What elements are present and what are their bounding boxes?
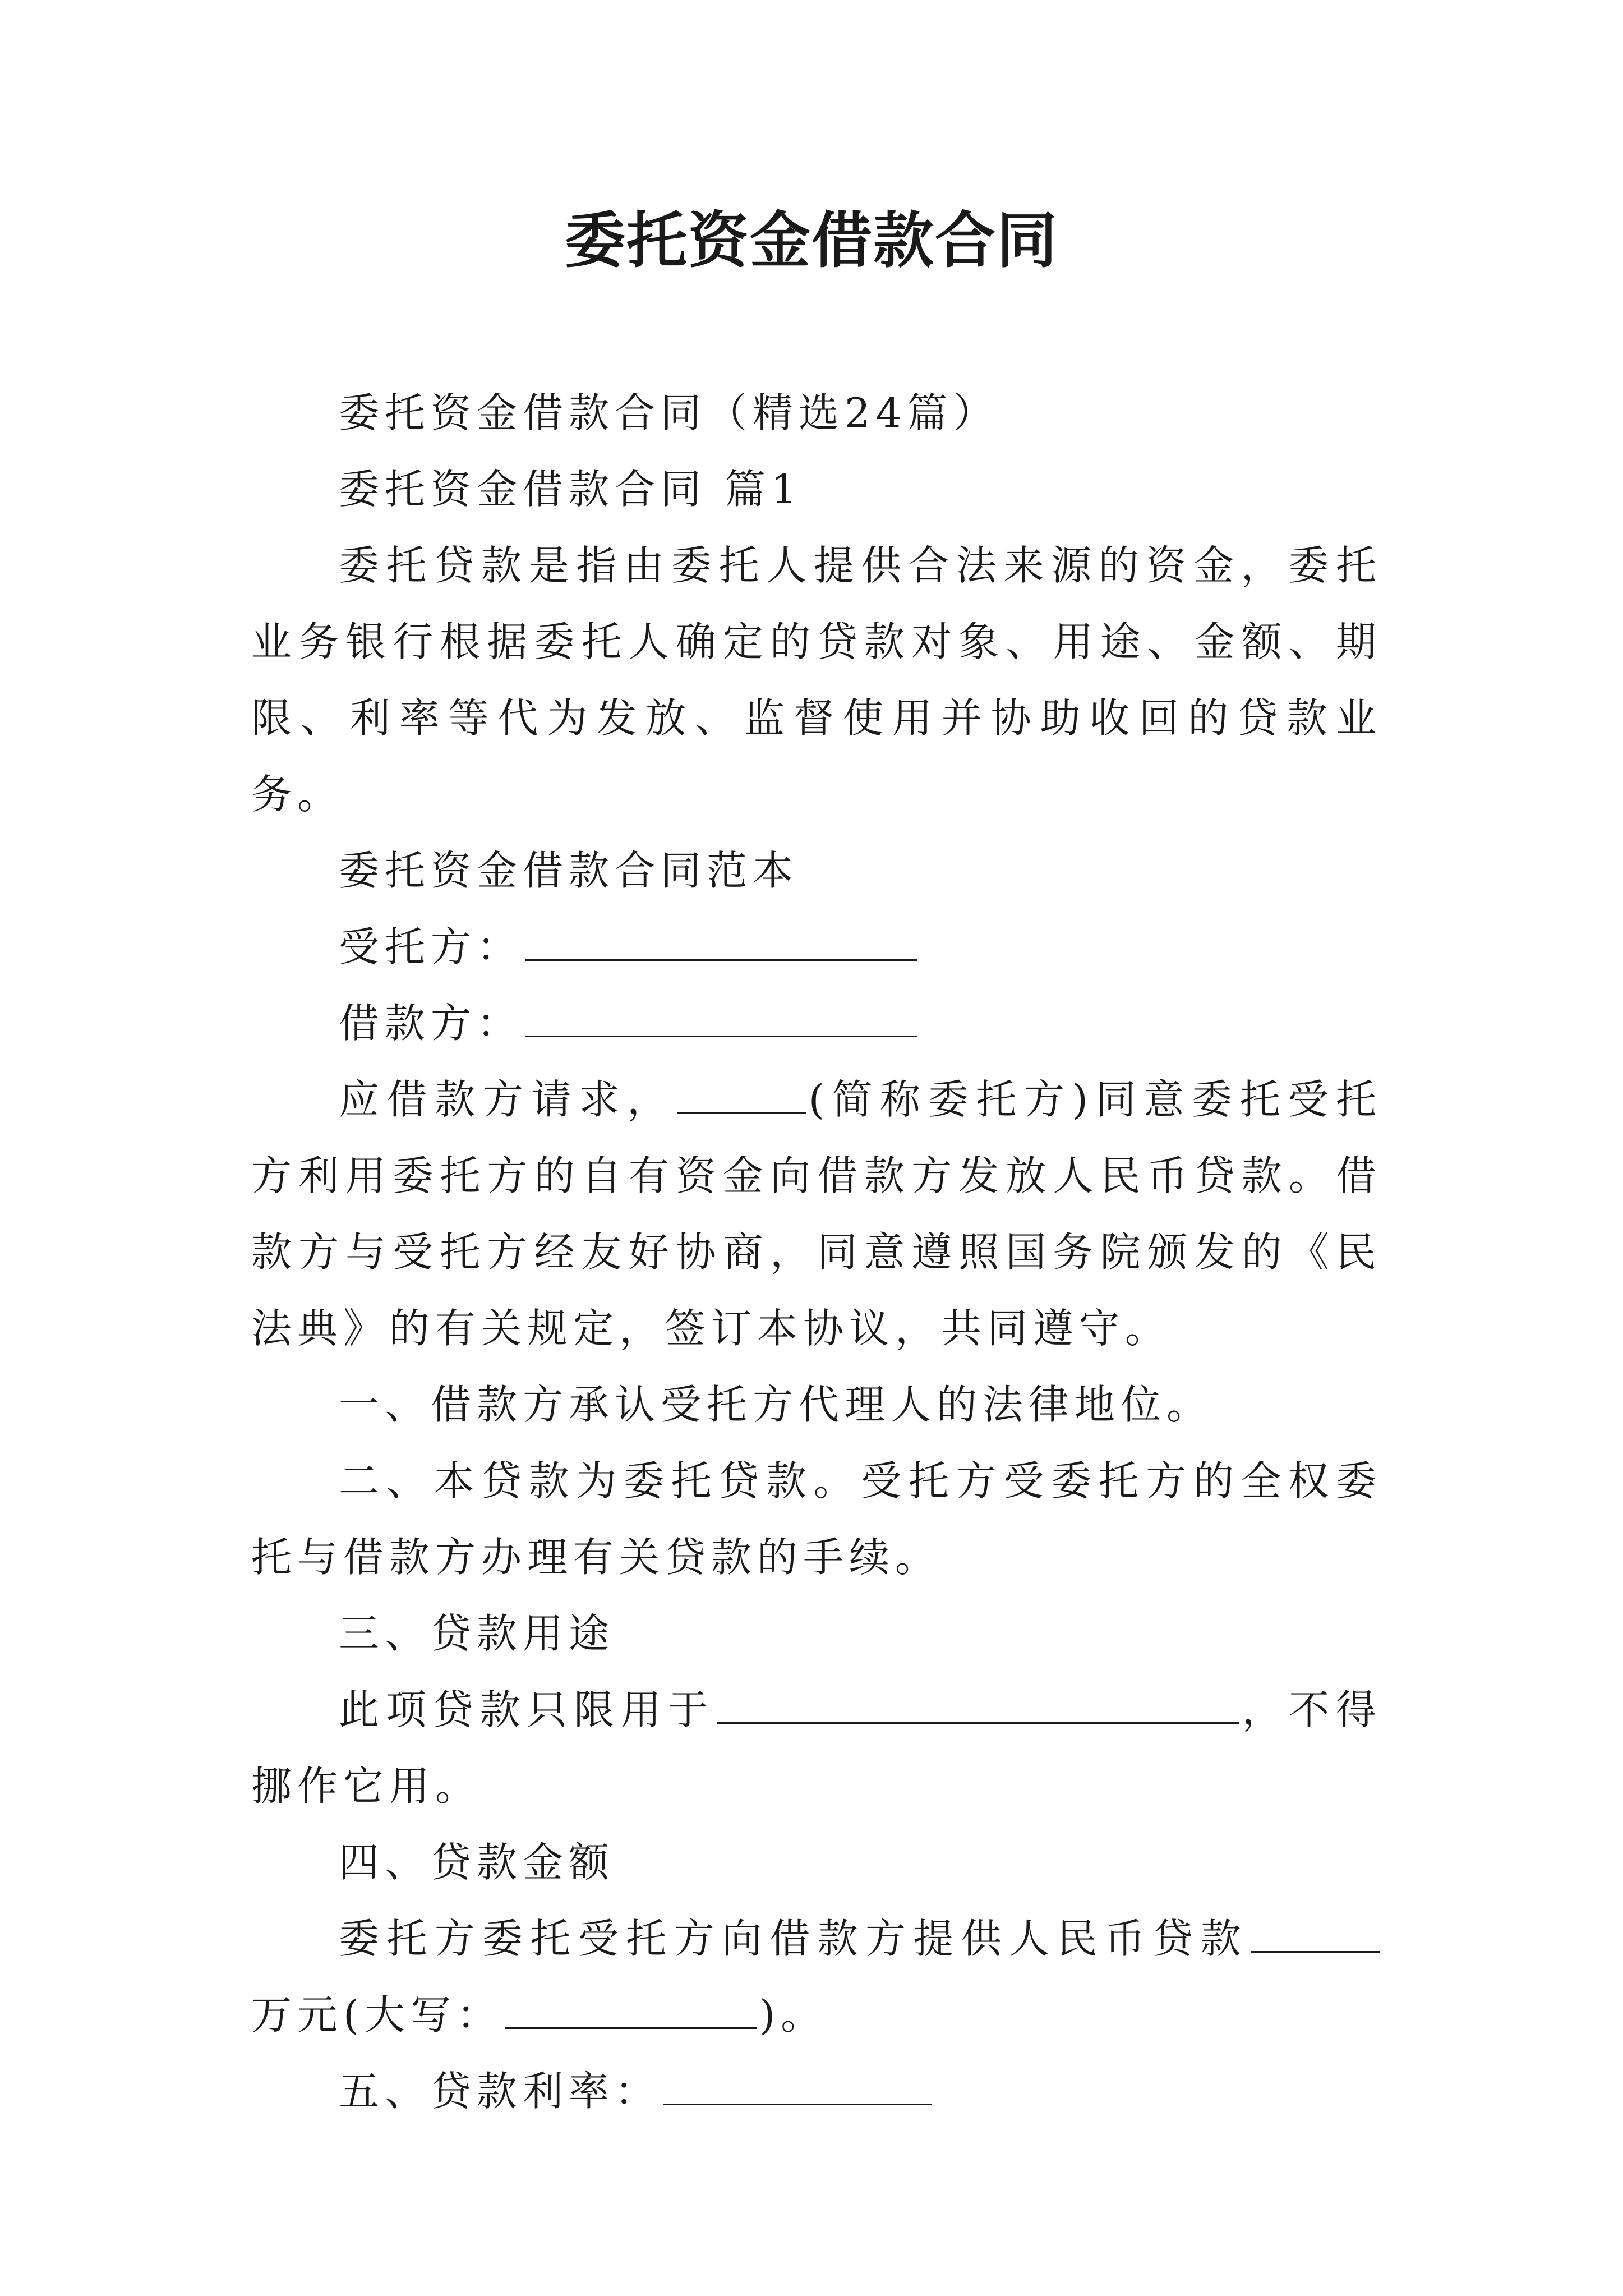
clause-4-text-a: 委托方委托受托方向借款方提供人民币贷款 [339,1915,1248,1962]
interest-rate-blank [663,2063,932,2105]
trustee-label: 受托方： [339,923,523,970]
trustee-line [251,909,1382,985]
amount-uppercase-blank [505,1987,757,2029]
clause-3-text [251,1672,1382,1824]
document-body [251,375,1382,2129]
borrower-line [251,985,1382,1061]
request-text-b: (简称委托方)同意委托受托方利用委托方的自有资金向借款方发放人民币贷款。借款方与受托方经友好协商，同意遵照国务院颁发的《民法典》的有关规定，签订本协议，共同遵守。 [251,1076,1382,1352]
document-subtitle: 委托资金借款合同（精选24篇） [339,389,999,436]
clause-5-label: 五、贷款利率： [339,2068,661,2115]
purpose-blank [717,1682,1239,1724]
clause-4-text-c: )。 [759,1991,827,2039]
clause-3-text-b: ，不得挪作它用。 [251,1686,1382,1810]
clause-5 [251,2053,1382,2129]
clause-4-heading: 四、贷款金额 [339,1839,615,1886]
clause-1: 一、借款方承认受托方代理人的法律地位。 [339,1381,1213,1428]
borrower-blank [525,995,917,1037]
section-heading: 委托资金借款合同 篇1 [339,466,803,513]
clause-4-text [251,1901,1382,2053]
amount-blank [1251,1911,1380,1953]
request-text-a: 应借款方请求， [339,1076,675,1123]
clause-3-heading: 三、贷款用途 [339,1610,615,1657]
principal-blank [677,1071,806,1114]
document-title: 委托资金借款合同 [564,206,1058,276]
template-title: 委托资金借款合同范本 [339,847,799,894]
clause-4-text-b: 万元(大写： [251,1991,503,2039]
trustee-blank [525,919,917,961]
request-paragraph [251,1061,1382,1366]
clause-2: 二、本贷款为委托贷款。受托方受委托方的全权委托与借款方办理有关贷款的手续。 [251,1457,1382,1581]
definition-paragraph: 委托贷款是指由委托人提供合法来源的资金，委托业务银行根据委托人确定的贷款对象、用途、金额、期限、利率等代为发放、监督使用并协助收回的贷款业务。 [251,542,1382,818]
borrower-label: 借款方： [339,1000,523,1047]
clause-3-text-a: 此项贷款只限用于 [339,1686,715,1733]
